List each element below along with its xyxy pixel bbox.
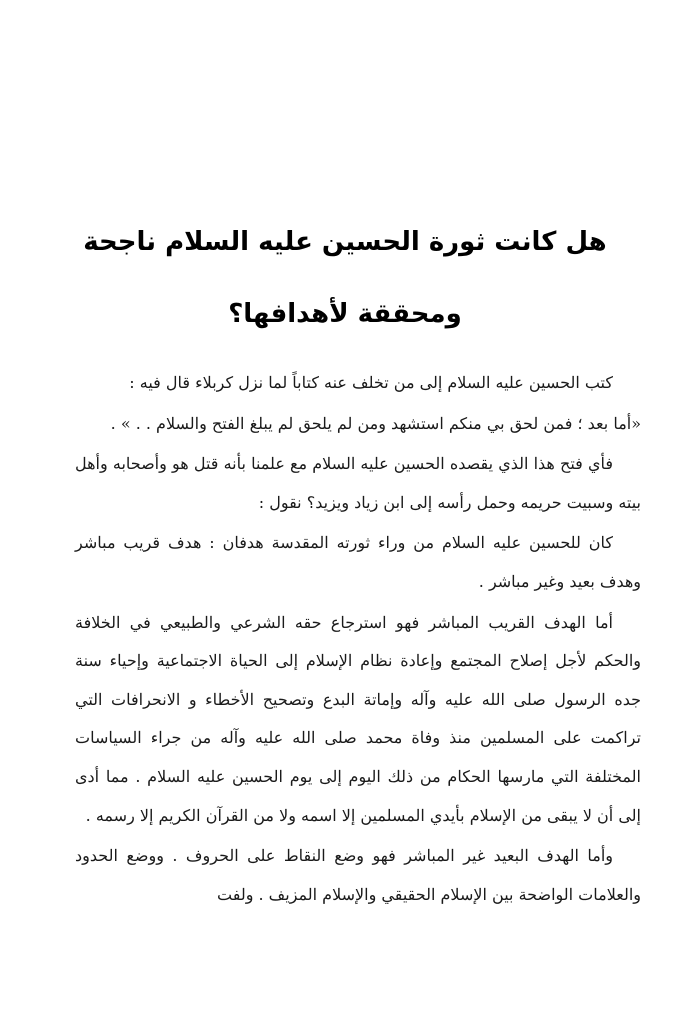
paragraph: كتب الحسين عليه السلام إلى من تخلف عنه كتاباً لما نزل كربلاء قال فيه : xyxy=(129,373,613,392)
paragraph: فأي فتح هذا الذي يقصده الحسين عليه السلام مع علمنا بأنه قتل هو وأصحابه وأهل بيته وسبيت حريمه وحمل رأسه إلى ابن زياد ويزيد؟ نقول : xyxy=(75,454,641,512)
paragraph: «أما بعد ؛ فمن لحق بي منكم استشهد ومن لم يلحق لم يبلغ الفتح والسلام . . » . xyxy=(110,413,641,433)
chapter-title-line-2: ومحققة لأهدافها؟ xyxy=(228,299,462,329)
paragraph: وأما الهدف البعيد غير المباشر فهو وضع النقاط على الحروف . ووضع الحدود والعلامات الواضحة بين الإسلام الحقيقي والإسلام المزيف . ولفت xyxy=(75,846,641,904)
paragraph: كان للحسين عليه السلام من وراء ثورته المقدسة هدفان : هدف قريب مباشر وهدف بعيد وغير مباشر . xyxy=(75,533,641,591)
paragraph: أما الهدف القريب المباشر فهو استرجاع حقه الشرعي والطبيعي في الخلافة والحكم لأجل إصلاح المجتمع وإعادة نظام الإسلام إلى الحياة الاجتماعية وإحياء سنة جده الرسول صلى الله عليه وآله وإماتة البدع وتصحيح الأخطاء و الانحرافات التي تراكمت على المسلمين منذ وفاة محمد صلى الله عليه وآله من جراء السياسات المختلفة التي مارسها الحكام من ذلك اليوم إلى يوم الحسين عليه السلام . مما أدى إلى أن لا يبقى من الإسلام بأيدي المسلمين إلا اسمه ولا من القرآن الكريم إلا رسمه . xyxy=(75,612,641,825)
chapter-title-line-1: هل كانت ثورة الحسين عليه السلام ناجحة xyxy=(83,227,607,257)
body-text xyxy=(75,364,641,914)
